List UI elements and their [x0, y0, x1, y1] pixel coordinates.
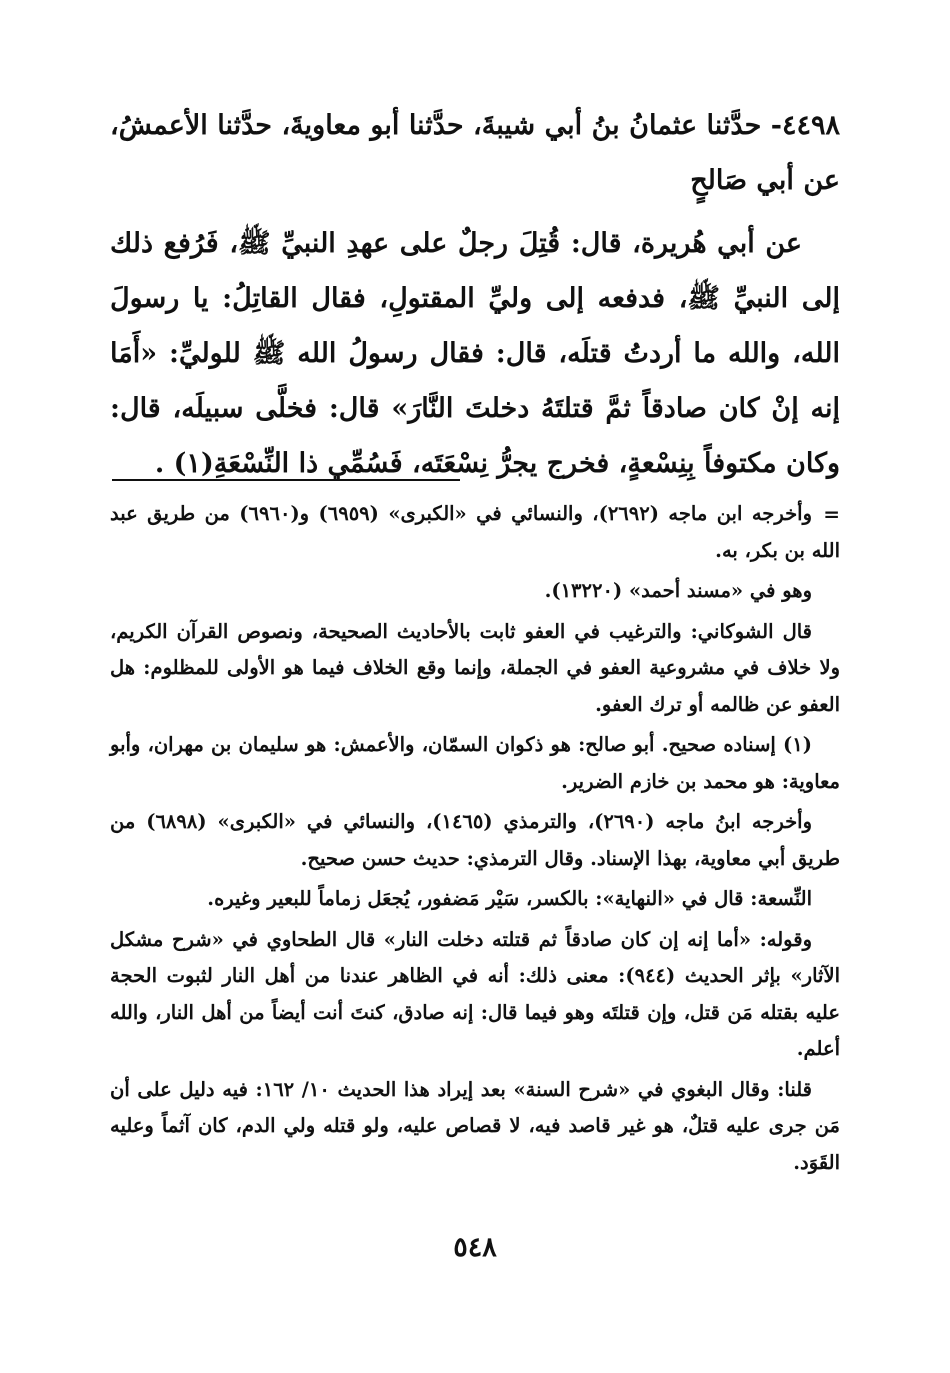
continuation-mark: =: [823, 502, 840, 526]
footnote-separator: [112, 479, 460, 481]
footnote-paragraph: [110, 496, 840, 569]
footnotes: [110, 496, 840, 1185]
hadith-block: [110, 98, 840, 491]
footnote-text: وأخرجه ابن ماجه (٢٦٩٢)، والنسائي في «الكبرى» (٦٩٥٩) و(٦٩٦٠) من طريق عبد الله بن بكر، به.: [110, 502, 840, 562]
footnote-paragraph: وقوله: «أما إنه إن كان صادقاً ثم قتلته دخلت النار» قال الطحاوي في «شرح مشكل الآثار» بإثر الحديث (٩٤٤): معنى ذلك: أنه في الظاهر عندنا من أهل النار لثبوت الحجة عليه بقتله مَن قتل، وإن قتلتَه وهو فيما قال: إنه صادق، كنتَ أنت أيضاً من أهل النار، والله أعلم.: [110, 927, 840, 1060]
page-number: ٥٤٨: [453, 1232, 497, 1263]
footnote-paragraph: قال الشوكاني: والترغيب في العفو ثابت بالأحاديث الصحيحة، ونصوص القرآن الكريم، ولا خلاف في مشروعية العفو في الجملة، وإنما وقع الخلاف فيما هو الأولى للمظلوم: هل العفو عن ظالمه أو ترك العفو.: [110, 619, 840, 716]
footnote-paragraph: وأخرجه ابنُ ماجه (٢٦٩٠)، والترمذي (١٤٦٥)، والنسائي في «الكبرى» (٦٨٩٨) من طريق أبي معاوية، بهذا الإسناد. وقال الترمذي: حديث حسن صحيح.: [110, 810, 840, 870]
footnote-paragraph: قلنا: وقال البغوي في «شرح السنة» بعد إيراد هذا الحديث ١٠/ ١٦٢: فيه دليل على أن مَن جرى عليه قتلٌ، هو غير قاصد فيه، لا قصاص عليه، ولو قتله ولي الدم، كان آثماً وعليه القَوَد.: [110, 1077, 840, 1174]
hadith-isnad: ٤٤٩٨- حدَّثنا عثمانُ بنُ أبي شيبةَ، حدَّثنا أبو معاويةَ، حدَّثنا الأعمشُ، عن أبي صَالحٍ: [110, 110, 840, 196]
footnote-paragraph: النِّسعة: قال في «النهاية»: بالكسر، سَيْر مَضفور، يُجعَل زماماً للبعير وغيره.: [207, 887, 812, 910]
footnote-paragraph: وهو في «مسند أحمد» (١٣٢٢٠).: [544, 579, 812, 602]
hadith-matn: عن أبي هُريرة، قال: قُتِلَ رجلٌ على عهدِ النبيِّ ﷺ، فَرُفع ذلك إلى النبيِّ ﷺ، فدفعه إلى وليِّ المقتولِ، فقال القاتِلُ: يا رسولَ الله، والله ما أردتُ قتلَه، قال: فقال رسولُ الله ﷺ للوليِّ: «أَمَا إنه إنْ كان صادقاً ثمَّ قتلتَهُ دخلتَ النَّارَ» قال: فخلَّى سبيلَه، قال: وكان مكتوفاً بِنِسْعةٍ، فخرج يجرُّ نِسْعَتَه، فَسُمِّي ذا النِّسْعَةِ(١) .: [110, 228, 840, 479]
footnote-paragraph: (١) إسناده صحيح. أبو صالح: هو ذكوان السمّان، والأعمش: هو سليمان بن مهران، وأبو معاوية: هو محمد بن خازم الضرير.: [110, 733, 840, 793]
